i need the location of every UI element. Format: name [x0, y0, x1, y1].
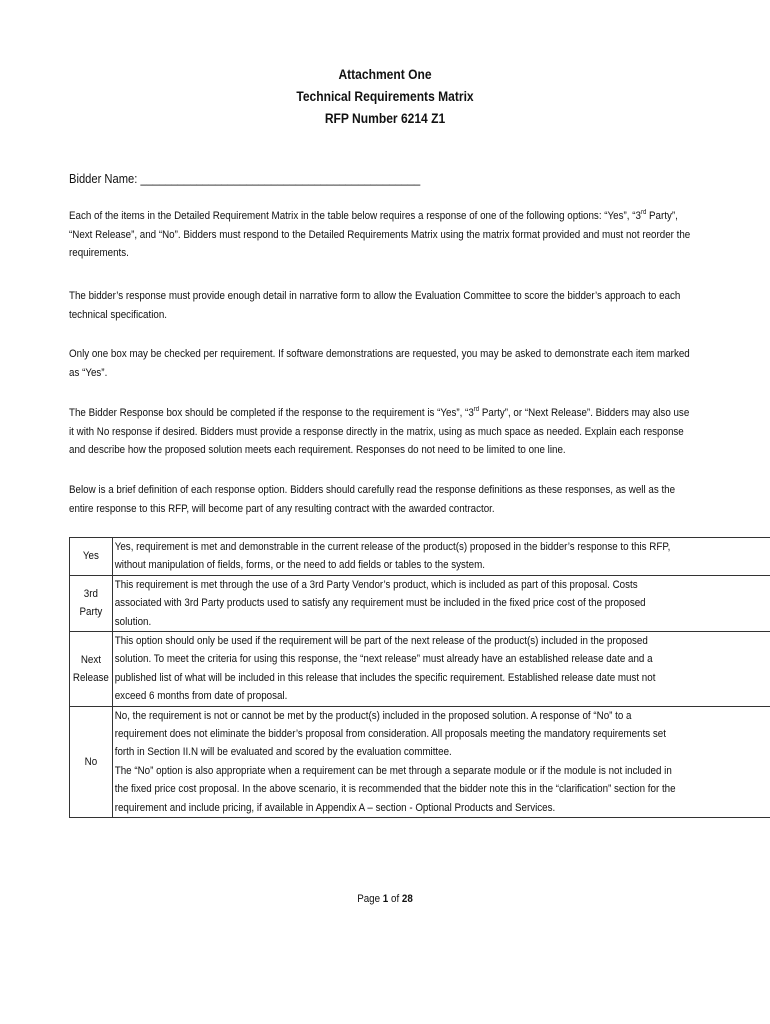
bidder-name-blank: _____________________________________________	[140, 171, 421, 186]
response-row	[70, 632, 770, 707]
response-definition-cell	[112, 706, 770, 817]
response-row	[70, 575, 770, 631]
response-option-label: 3rd Party	[79, 588, 103, 619]
response-row	[70, 706, 770, 817]
of-word: of	[390, 893, 400, 905]
page-current: 1	[382, 893, 389, 905]
definition-line: This requirement is met through the use of a 3rd Party Vendor’s product, which is included as part of this proposal. Costs	[114, 578, 638, 591]
definition-line: requirement does not eliminate the bidder’s proposal from consideration. All proposals meeting the mandatory requirements set	[114, 728, 666, 741]
definition-line: associated with 3rd Party products used to satisfy any requirement must be included in the fixed price cost of the proposed	[114, 597, 646, 610]
response-row	[70, 538, 770, 576]
definition-line: The “No” option is also appropriate when a requirement can be met through a separate module or if the module is not included in	[114, 764, 672, 777]
title-rfp-number: RFP Number 6214 Z1	[324, 111, 446, 126]
definition-line: No, the requirement is not or cannot be met by the product(s) included in the proposed solution. A response of “No” to a	[114, 709, 632, 722]
paragraph-bidder-response-box	[69, 404, 697, 460]
definition-line: exceed 6 months from date of proposal.	[114, 690, 288, 703]
page-word: Page	[357, 893, 381, 905]
response-definition-cell	[112, 538, 770, 576]
definition-line: without manipulation of fields, forms, or the need to add fields or tables to the system.	[114, 559, 485, 572]
definition-line: the fixed price cost proposal. In the above scenario, it is recommended that the bidder note this in the “clarification” section for the	[114, 783, 676, 796]
document-title-block	[39, 64, 732, 130]
paragraph-definitions-intro: Below is a brief definition of each response option. Bidders should carefully read the response definitions as these responses, as well as the entire response to this RFP, will become part of any resulting contract with the awarded contractor.	[69, 484, 676, 515]
definition-line: solution.	[114, 615, 152, 628]
superscript: rd	[473, 406, 480, 414]
response-option-cell	[70, 706, 113, 817]
paragraph-response-options	[69, 207, 697, 263]
superscript: rd	[640, 209, 647, 217]
paragraph-text: The Bidder Response box should be completed if the response to the requirement is “Yes”, “3	[69, 407, 474, 419]
response-definition-cell	[112, 575, 770, 631]
bidder-name-field	[69, 171, 420, 186]
title-attachment: Attachment One	[338, 67, 432, 82]
paragraph-one-box: Only one box may be checked per requirement. If software demonstrations are requested, you may be asked to demonstrate each item marked as “Yes”.	[69, 348, 690, 379]
response-definition-cell	[112, 632, 770, 707]
paragraph-text: Party”, or “Next Release”. Bidders may also use it with No response if desired. Bidders must provide a response directly in the matrix, using as much space as needed. Explain each response and describe how the proposed solution meets each requirement. Responses do not need to be limited to one line.	[69, 407, 690, 456]
definition-line: This option should only be used if the requirement will be part of the next release of the product(s) included in the proposed	[114, 635, 648, 648]
definition-line: solution. To meet the criteria for using this response, the “next release” must already have an established release date and a	[114, 653, 653, 666]
response-option-cell	[70, 632, 113, 707]
response-option-label: No	[84, 755, 98, 768]
paragraph-text: Each of the items in the Detailed Requirement Matrix in the table below requires a response of one of the following options: “Yes”, “3	[69, 210, 641, 222]
page-footer	[54, 893, 716, 905]
response-option-label: Yes	[82, 550, 99, 563]
page-total: 28	[401, 893, 413, 905]
definition-line: published list of what will be included in this release that includes the specific requirement. Established release date must not	[114, 671, 656, 684]
response-option-label: Next Release	[72, 653, 109, 684]
definition-line: requirement and include pricing, if available in Appendix A – section - Optional Products and Services.	[114, 801, 556, 814]
response-option-cell	[70, 538, 113, 576]
response-definitions-table	[69, 537, 770, 818]
paragraph-text: Party”, “Next Release”, and “No”. Bidders must respond to the Detailed Requirements Matrix using the matrix format provided and must not reorder the requirements.	[69, 210, 691, 259]
bidder-name-label: Bidder Name:	[69, 171, 138, 186]
definition-line: Yes, requirement is met and demonstrable in the current release of the product(s) proposed in the bidder’s response to this RFP,	[114, 541, 671, 553]
definition-line: forth in Section II.N will be evaluated and scored by the evaluation committee.	[114, 746, 452, 759]
paragraph-narrative-detail: The bidder’s response must provide enough detail in narrative form to allow the Evaluation Committee to score the bidder’s approach to each technical specification.	[69, 290, 681, 321]
title-matrix: Technical Requirements Matrix	[296, 89, 474, 104]
response-option-cell	[70, 575, 113, 631]
